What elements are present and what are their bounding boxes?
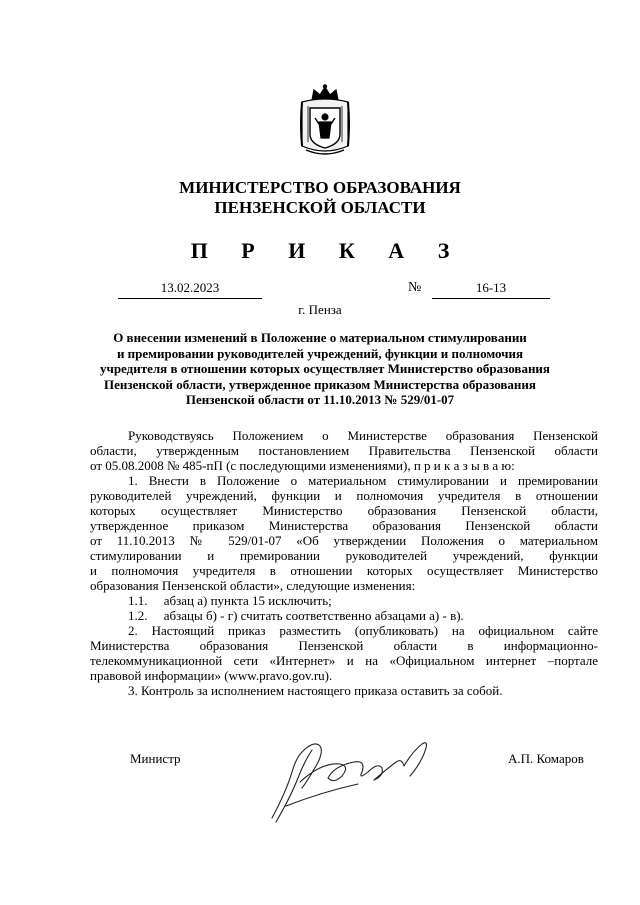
body-line: от 05.08.2008 № 485-пП (с последующими изменениями), п р и к а з ы в а ю: bbox=[90, 458, 515, 473]
ministry-name-line-1: МИНИСТЕРСТВО ОБРАЗОВАНИЯ bbox=[179, 178, 461, 197]
order-number: 16-13 bbox=[475, 280, 507, 295]
body-line: образования Пензенской области», следующие изменения: bbox=[90, 578, 416, 593]
body-line: телекоммуникационной сети «Интернет» и на «Официальном интернет –портале bbox=[90, 653, 598, 668]
body-line: области, утвержденным постановлением Правительства Пензенской области bbox=[90, 443, 598, 458]
order-subject bbox=[100, 330, 550, 408]
body-line: 1.1. абзац а) пункта 15 исключить; bbox=[128, 593, 332, 608]
body-line: 1.2. абзацы б) - г) считать соответственно абзацами а) - в). bbox=[128, 608, 464, 623]
subject-line: Пензенской области, утвержденное приказом Министерства образования bbox=[104, 376, 536, 392]
subject-line: Пензенской области от 11.10.2013 № 529/01-07 bbox=[185, 392, 455, 407]
city: г. Пенза bbox=[298, 302, 342, 317]
body-line: руководителей учреждений, функции и полномочия учредителя в отношении bbox=[90, 488, 598, 503]
number-underline bbox=[432, 298, 550, 299]
date-underline bbox=[118, 298, 262, 299]
body-line: стимулировании и премировании руководителей учреждений, функции bbox=[90, 548, 598, 563]
coat-of-arms-icon bbox=[298, 84, 352, 158]
subject-line: и премировании руководителей учреждений, функции и полномочия bbox=[116, 345, 524, 361]
body-line: правовой информации» (www.pravo.gov.ru). bbox=[90, 668, 333, 683]
body-line: и полномочия учредителя в отношении которых осуществляет Министерство bbox=[90, 563, 598, 578]
body-line: Министерства образования Пензенской области в информационно- bbox=[90, 638, 598, 653]
order-date: 13.02.2023 bbox=[160, 280, 220, 295]
body-line: от 11.10.2013 № 529/01-07 «Об утверждении Положения о материальном bbox=[90, 533, 598, 548]
signature-icon bbox=[262, 722, 438, 830]
order-body bbox=[90, 428, 598, 698]
body-line: утвержденное приказом Министерства образования Пензенской области bbox=[90, 518, 598, 533]
subject-line: учредителя в отношении которых осуществляет Министерство образования bbox=[100, 361, 550, 376]
body-line: которых осуществляет Министерство образования Пензенской области, bbox=[90, 503, 598, 518]
subject-line: О внесении изменений в Положение о материальном стимулировании bbox=[113, 330, 527, 345]
body-line: 1. Внести в Положение о материальном стимулировании и премировании bbox=[128, 473, 598, 488]
document-type: П Р И К А З bbox=[190, 238, 464, 263]
ministry-name-line-2: ПЕНЗЕНСКОЙ ОБЛАСТИ bbox=[214, 198, 426, 217]
body-line: Руководствуясь Положением о Министерстве образования Пензенской bbox=[128, 428, 598, 443]
body-line: 3. Контроль за исполнением настоящего приказа оставить за собой. bbox=[128, 683, 503, 698]
signatory-position: Министр bbox=[130, 751, 181, 766]
body-line: 2. Настоящий приказ разместить (опубликовать) на официальном сайте bbox=[128, 623, 598, 638]
number-sign: № bbox=[408, 280, 422, 295]
signatory-name: А.П. Комаров bbox=[508, 751, 584, 766]
